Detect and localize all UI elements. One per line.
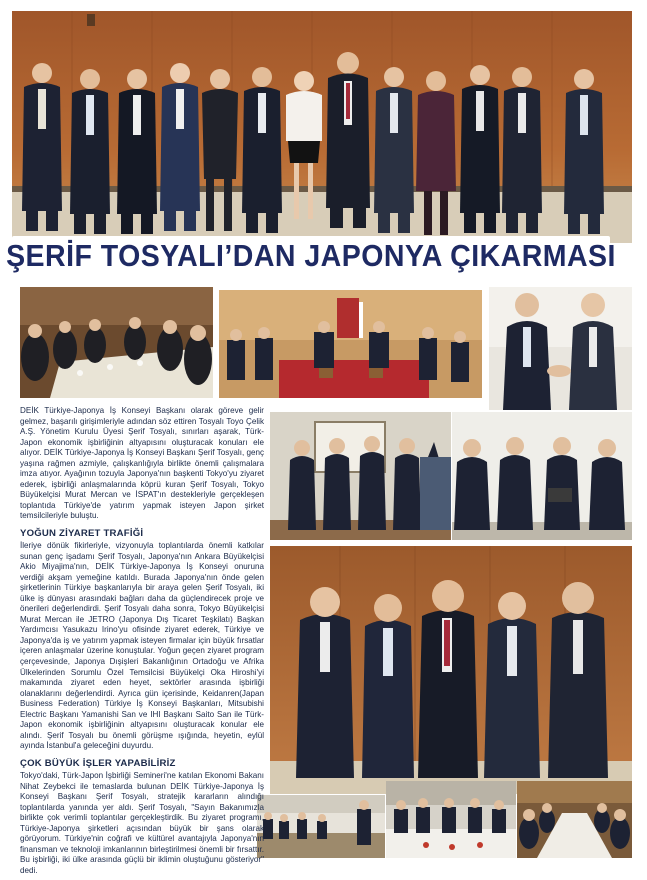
article-headline: ŞERİF TOSYALI’DAN JAPONYA ÇIKARMASI <box>6 238 616 273</box>
section-heading: ÇOK BÜYÜK İŞLER YAPABİLİRİZ <box>20 757 176 769</box>
delegation-photo <box>270 546 632 794</box>
article-intro: DEİK Türkiye-Japonya İş Konseyi Başkanı olarak göreve gelir gelmez, başarılı girişimleriyle adından söz ettiren Tosyalı Toyo Çelik A.Ş. Yönetim Kurulu Üyesi Şerif Tosyalı, sınırları aşarak, Türk-Japon ekonomik işbirliğinin altyapısını oluşturacak konuları ele alıyor. DEİK Türkiye-Japonya İş Konseyi Başkanı Şerif Tosyalı, genç yaşına rağmen azmiyle, çalışkanlığıyla birlikte önemli çalışmalara imza atıyor. Ayağının tozuyla Japonya'nın başkenti Tokyo'yu ziyaret ederek, işbirliği anlaşmalarında köprü kuran Şerif Tosyalı, Tokyo Büyükelçisi Murat Mercan ve İSPAT'ın destekleriyle gerçekleşen toplantıda Türkiye'de yatırım yapmak isteyen Japon şirket temsilcileriyle buluştu. <box>20 406 264 521</box>
section-heading: YOĞUN ZİYARET TRAFİĞİ <box>20 528 144 540</box>
section-paragraph: Tokyo'daki, Türk-Japon İşbirliği Semineri'ne katılan Ekonomi Bakanı Nihat Zeybekci ile temaslarda bulunan DEİK Türkiye-Japonya İş Konseyi Başkanı Şerif Tosyalı, stratejik kararların alındığı toplantılarda yanında yer aldı. Şerif Tosyalı, "Sayın Bakanımızla birlikte çok verimli toplantılar gerçekleştirdik. Bu ziyaret programı, Türkiye-Japonya şirketleri açısından büyük bir şans olarak görüyorum. Türkiye'nin coğrafi ve kültürel avantajıyla Japonya'nın finansman ve teknoloji imkanlarının birleştirilmesi önemli bir fırsattır. Bu işbirliği, iki ülke arasında güçlü bir iklimin oluştuğunu gösteriyor" dedi. <box>20 770 264 875</box>
group-photo-top <box>12 11 632 243</box>
section-paragraph: İleriye dönük fikirleriyle, vizyonuyla toplantılarda önemli katkılar sunan genç işadamı Şerif Tosyalı, Japonya'nın Ankara Büyükelçisi Akio Miyajima'nın, DEİK Türkiye-Japonya İş Konseyi onuruna verdiği akşam yemeğine katıldı. Burada Japonya'nın önde gelen şirketlerinin Türkiye başkanlarıyla bir araya gelen Şerif Tosyalı, iki ülke iş dünyası arasındaki bağları daha da güçlendirecek proje ve önerileri değerlendirdi. Şerif Tosyalı daha sonra, Tokyo Büyükelçisi Murat Mercan ile JETRO (Japonya Dış Ticaret Teşkilatı) Başkan Yardımcısı Yasukazu Irino'yu ofisinde ziyaret ederek, Türkiye ve Japonya'da iş ve yatırım yapmak isteyen firmalar için büyük fırsatlar içeren anlaşmalar üzerine konuştular. Yoğun geçen ziyaret program çerçevesinde, Japonya Dışişleri Bakanlığının Ortadoğu ve Afrika Ülkelerinden Sorumlu Özel Temsilcisi Büyükelçi Oka Hiroshi'yi makamında ziyaret eden heyet, sektörler arasında işbirliği olanaklarını değerlendirdi. Ayrıca gün içerisinde, Keidanren(Japan Business Federation) Türkiye İş Konseyi Başkanları, Mitsubishi Electric Başkanı Yamanishi San ve IHI Başkanı Saito San ile Türk-Japon ekonomik işbirliğinin altyapısını oluşturacak konular ele alındı. Şerif Tosyalı bu önemli görüşme ışığında, heyetin, eylül ayında İstanbul'a geleceğini duyurdu. <box>20 541 264 751</box>
conference-table-photo <box>386 781 516 858</box>
handshake-photo <box>489 287 632 410</box>
headline-banner <box>6 236 616 276</box>
small-group-photo <box>452 412 632 540</box>
boardroom-photo <box>517 781 632 858</box>
seminar-photo-left <box>257 795 385 858</box>
dinner-photo <box>20 287 213 398</box>
office-group-photo <box>270 412 451 540</box>
article-body <box>20 406 264 880</box>
meeting-room-photo <box>219 290 482 398</box>
